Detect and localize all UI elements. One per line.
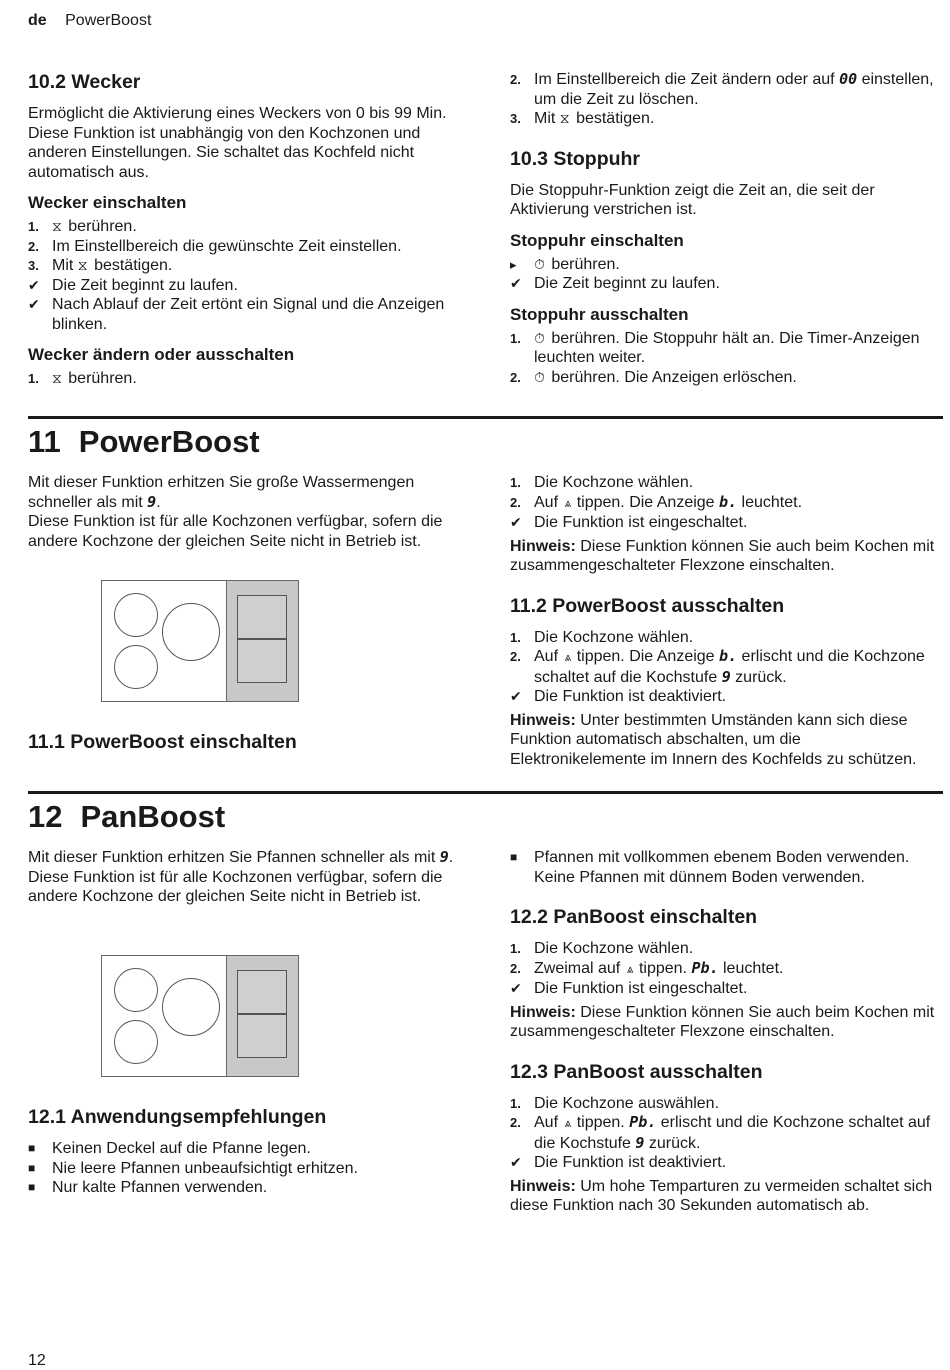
list-item: ✔ Die Funktion ist eingeschaltet.: [510, 980, 748, 997]
check-icon: ✔: [28, 276, 40, 293]
check-icon: ✔: [28, 296, 40, 312]
list-item: 2. Im Einstellbereich die gewünschte Zeit einstellen.: [28, 237, 402, 255]
hourglass-icon: ⧖: [77, 257, 88, 273]
subheading-stoppuhr-einschalten: Stoppuhr einschalten: [510, 230, 684, 250]
square-bullet-icon: ■: [28, 1180, 36, 1194]
header-title: PowerBoost: [65, 12, 152, 29]
list-item: 2. Auf ⩓ tippen. Die Anzeige b. erlischt und die Kochzone schaltet auf die Kochstufe 9 zurück.: [510, 647, 925, 686]
flex-zone-segment: [237, 595, 287, 639]
cooking-zone: [114, 968, 158, 1012]
hourglass-icon: ⧖: [52, 218, 62, 234]
chapter-intro: Mit dieser Funktion erhitzen Sie große Wassermengen schneller als mit 9.: [28, 474, 415, 511]
section-wecker: [28, 70, 458, 393]
list-item: ✔ Die Funktion ist eingeschaltet.: [510, 514, 748, 531]
stopwatch-icon: ⏱: [534, 329, 545, 346]
section-heading: 10.3 Stoppuhr: [510, 147, 641, 170]
list-item: 1. ⧖ berühren.: [28, 218, 137, 235]
cooking-zone: [114, 593, 158, 637]
note: Hinweis: Diese Funktion können Sie auch beim Kochen mit zusammengeschalteter Flexzone einschalten.: [510, 1003, 935, 1040]
list-item: 1. Die Kochzone auswählen.: [510, 1094, 720, 1112]
chapter-title: 12 PanBoost: [28, 799, 226, 834]
section-wecker-continued: [510, 70, 940, 391]
step-list: [510, 70, 940, 129]
note: Hinweis: Unter bestimmten Umständen kann sich diese Funktion automatisch abschalten, um die Elektronikelemente im Innern des Kochfelds zu schützen.: [510, 711, 917, 768]
page-number: 12: [28, 1352, 46, 1369]
list-item: ✔ Die Zeit beginnt zu laufen.: [510, 275, 720, 292]
cooking-zone: [114, 645, 158, 689]
chapter-divider: [28, 791, 943, 794]
list-item: ■ Keinen Deckel auf die Pfanne legen.: [28, 1140, 311, 1157]
section-heading: 12.1 Anwendungsempfehlungen: [28, 1106, 327, 1128]
list-item: 1. Die Kochzone wählen.: [510, 940, 694, 957]
boost-icon: ⩓: [564, 1116, 571, 1130]
page-header: [28, 12, 151, 30]
section-intro: Die Stoppuhr-Funktion zeigt die Zeit an, die seit der Aktivierung verstrichen ist.: [510, 181, 875, 218]
list-item: ✔ Die Funktion ist deaktiviert.: [510, 1154, 727, 1171]
chapter-panboost-intro: [28, 848, 458, 915]
step-list: [510, 473, 940, 533]
flex-zone: [226, 581, 298, 701]
section-heading: 10.2 Wecker: [28, 71, 141, 93]
language-tag: de: [28, 12, 47, 29]
list-item: 1. ⧖ berühren.: [28, 370, 137, 387]
section-heading: 12.2 PanBoost einschalten: [510, 906, 758, 928]
check-icon: ✔: [510, 275, 522, 291]
list-item: 3. Mit ⧖ bestätigen.: [28, 257, 173, 274]
check-icon: ✔: [510, 980, 522, 996]
list-item: 2. Auf ⩓ tippen. Die Anzeige b. leuchtet.: [510, 493, 940, 514]
display-value: 00: [839, 70, 858, 88]
chapter-intro: Diese Funktion ist für alle Kochzonen verfügbar, sofern die andere Kochzone der gleichen Seite nicht in Betrieb ist.: [28, 868, 443, 905]
bullet-list: [28, 1139, 458, 1198]
boost-icon: ⩓: [564, 495, 571, 510]
check-icon: ✔: [510, 1154, 522, 1170]
note: Hinweis: Diese Funktion können Sie auch beim Kochen mit zusammengeschalteter Flexzone einschalten.: [510, 537, 935, 574]
list-item: 1. Die Kochzone wählen.: [510, 474, 694, 491]
bullet-list: [510, 848, 940, 887]
flex-zone: [226, 956, 298, 1076]
flex-zone-segment: [237, 639, 287, 683]
check-icon: ✔: [510, 514, 522, 530]
step-list: [510, 329, 940, 388]
list-item: ■ Nie leere Pfannen unbeaufsichtigt erhitzen.: [28, 1159, 358, 1177]
chapter-title: 11 PowerBoost: [28, 424, 260, 459]
chapter-powerboost-intro: [28, 473, 458, 559]
list-item: ✔ Die Zeit beginnt zu laufen.: [28, 276, 238, 294]
list-item: ■ Nur kalte Pfannen verwenden.: [28, 1179, 268, 1196]
list-item: ✔ Die Funktion ist deaktiviert.: [510, 688, 727, 705]
subheading-stoppuhr-ausschalten: Stoppuhr ausschalten: [510, 304, 689, 324]
square-bullet-icon: ■: [28, 1141, 36, 1155]
list-item: 1. ⏱ berühren. Die Stoppuhr hält an. Die Timer-Anzeigen leuchten weiter.: [510, 329, 920, 366]
section-anwendungsempfehlungen: [28, 1105, 458, 1202]
arrow-right-icon: ▸: [510, 256, 517, 272]
note: Hinweis: Um hohe Temparturen zu vermeiden schaltet sich diese Funktion nach 30 Sekunden automatisch ab.: [510, 1177, 933, 1214]
section-heading: 12.3 PanBoost ausschalten: [510, 1060, 763, 1083]
hourglass-icon: ⧖: [52, 370, 62, 386]
section-powerboost-einschalten-heading: [28, 730, 458, 764]
list-item: ■ Pfannen mit vollkommen ebenem Boden verwenden. Keine Pfannen mit dünnem Boden verwenden.: [510, 849, 910, 886]
step-list: [28, 369, 458, 389]
cooking-zone: [114, 1020, 158, 1064]
chapter-intro: Diese Funktion ist für alle Kochzonen verfügbar, sofern die andere Kochzone der gleichen Seite nicht in Betrieb ist.: [28, 513, 443, 550]
list-item: 2. Auf ⩓ tippen. Pb. erlischt und die Kochzone schaltet auf die Kochstufe 9 zurück.: [510, 1113, 931, 1152]
stopwatch-icon: ⏱: [534, 255, 545, 272]
list-item: 3. Mit ⧖ bestätigen.: [510, 110, 655, 127]
boost-icon: ⩓: [564, 650, 571, 664]
section-intro: Ermöglicht die Aktivierung eines Weckers von 0 bis 99 Min. Diese Funktion ist unabhängig von den Kochzonen und anderen Einstellungen. Sie schaltet das Kochfeld nicht automatisch aus.: [28, 105, 447, 181]
hob-diagram: [101, 580, 299, 702]
cooking-zone: [162, 978, 220, 1036]
step-list: [510, 255, 940, 294]
step-list: [510, 628, 940, 707]
list-item: ✔ Nach Ablauf der Zeit ertönt ein Signal und die Anzeigen blinken.: [28, 296, 445, 333]
section-heading: 11.2 PowerBoost ausschalten: [510, 594, 785, 617]
step-list: [510, 1094, 940, 1173]
flex-zone-segment: [237, 1014, 287, 1058]
list-item: 2. Zweimal auf ⩓ tippen. Pb. leuchtet.: [510, 959, 940, 980]
chapter-divider: [28, 416, 943, 419]
hourglass-icon: ⧖: [559, 110, 570, 126]
list-item: 1. Die Kochzone wählen.: [510, 628, 694, 646]
subheading-wecker-aendern: Wecker ändern oder ausschalten: [28, 345, 295, 364]
boost-icon: ⩓: [626, 961, 633, 976]
hob-diagram: [101, 955, 299, 1077]
subheading-wecker-einschalten: Wecker einschalten: [28, 193, 187, 212]
cooking-zone: [162, 603, 220, 661]
section-powerboost-steps: [510, 473, 940, 777]
list-item: 2. Im Einstellbereich die Zeit ändern oder auf 00 einstellen, um die Zeit zu löschen.: [510, 70, 934, 108]
square-bullet-icon: ■: [28, 1160, 36, 1175]
check-icon: ✔: [510, 688, 522, 704]
flex-zone-segment: [237, 970, 287, 1014]
square-bullet-icon: ■: [510, 850, 518, 864]
list-item: ▸ ⏱ berühren.: [510, 255, 620, 273]
step-list: [510, 939, 940, 999]
list-item: 2. ⏱ berühren. Die Anzeigen erlöschen.: [510, 368, 797, 386]
section-heading: 11.1 PowerBoost einschalten: [28, 731, 297, 753]
stopwatch-icon: ⏱: [534, 368, 545, 385]
chapter-intro: Mit dieser Funktion erhitzen Sie Pfannen schneller als mit 9.: [28, 848, 454, 866]
section-panboost-right: [510, 848, 940, 1224]
step-list: [28, 217, 458, 334]
